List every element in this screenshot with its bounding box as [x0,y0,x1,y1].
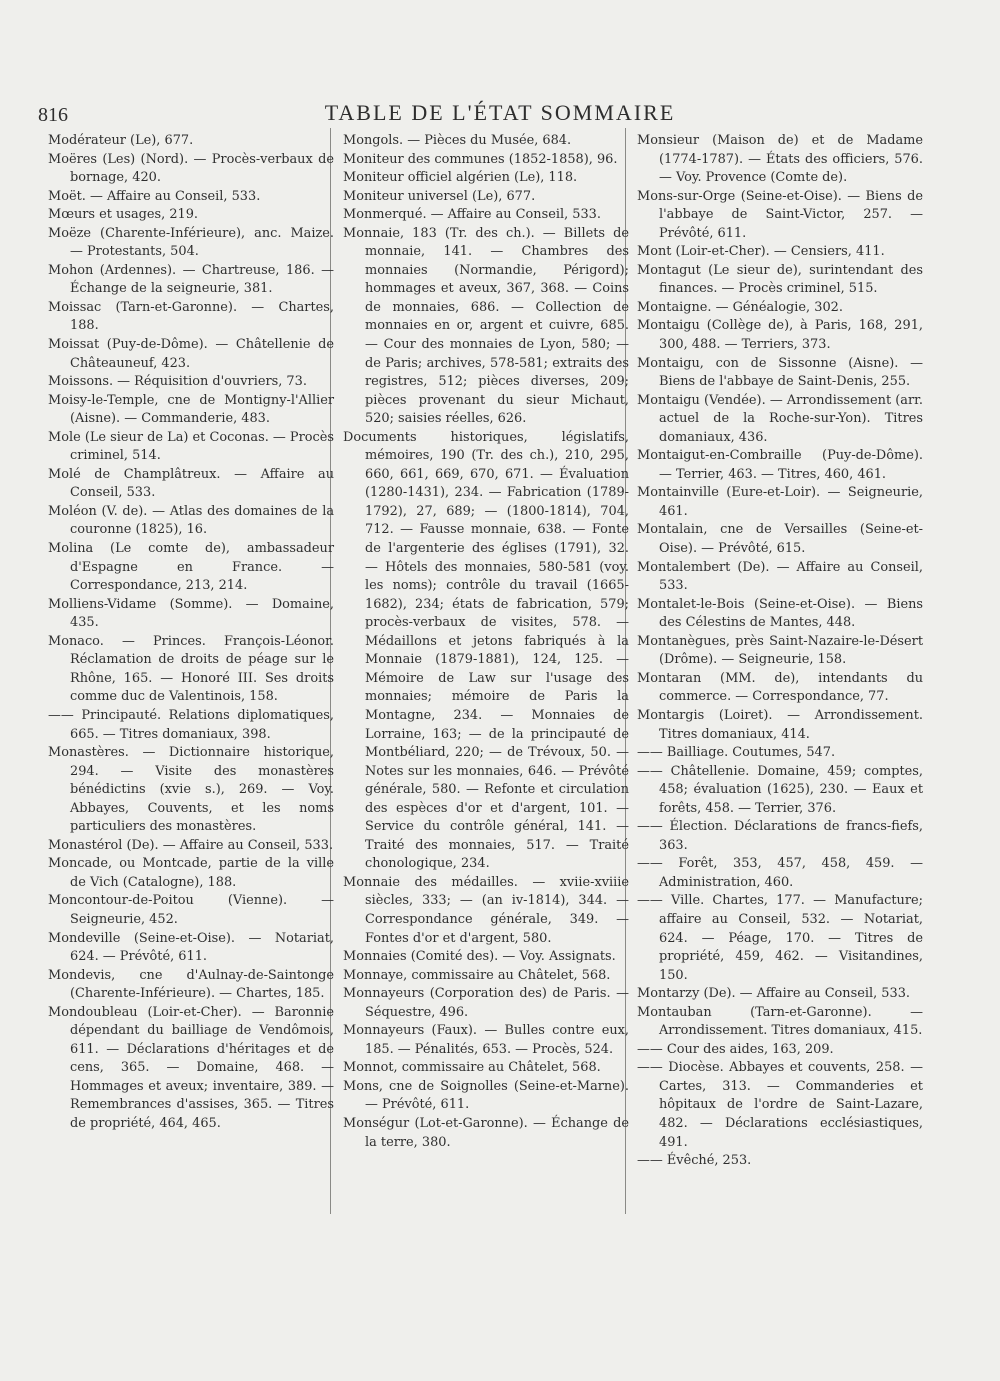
index-entry: Documents historiques, législatifs, mémoires, 190 (Tr. des ch.), 210, 295, 660, 661, 669, 670, 671. — Évaluation (1280-1431), 234. — Fabrication (1789-1792), 27, 689; — (1800-1814), 704, 712. — Fausse monnaie, 638. — Fonte de l'argenterie des églises (1791), 32. — Hôtels des monnaies, 580-581 (voy. les noms); contrôle du travail (1665-1682), 234; états de fabrication, 579; procès-verbaux de visites, 578. — Médaillons et jetons fabriqués à la Monnaie (1879-1881), 124, 125. — Mémoire de Law sur l'usage des monnaies; mémoire de Paris la Montagne, 234. — Monnaies de Lorraine, 163; — de la principauté de Montbéliard, 220; — de Trévoux, 50. — Notes sur les monnaies, 646. — Prévôté générale, 580. — Refonte et circulation des espèces d'or et d'argent, 101. — Service du contrôle général, 141. — Traité des monnaies, 517. — Traité chonologique, 234. [343,429,629,872]
index-entry: Monaco. — Princes. François-Léonor. Réclamation de droits de péage sur le Rhône, 165. — Honoré III. Ses droits comme duc de Valentinois, 158. [48,633,334,705]
index-entry: Montagut (Le sieur de), surintendant des finances. — Procès criminel, 515. [637,262,923,297]
index-entry: Molina (Le comte de), ambassadeur d'Espagne en France. — Correspondance, 213, 214. [48,541,334,594]
index-entry: —— Bailliage. Coutumes, 547. [637,745,836,761]
index-entry: —— Diocèse. Abbayes et couvents, 258. — Cartes, 313. — Commanderies et hôpitaux de l'ordre de Saint-Lazare, 482. — Déclarations ecclésiastiques, 491. [637,1060,923,1150]
index-entry: Monnaie, 183 (Tr. des ch.). — Billets de monnaie, 141. — Chambres des monnaies (Normandie, Périgord); hommages et aveux, 367, 368. — Coins de monnaies, 686. — Collection de monnaies en or, argent et cuivre, 685. — Cour des monnaies de Lyon, 580; — de Paris; archives, 578-581; extraits des registres, 512; pièces diverses, 209; pièces provenant du sieur Michaut, 520; saisies réelles, 626. [343,225,629,427]
index-entry: Montaigu (Collège de), à Paris, 168, 291, 300, 488. — Terriers, 373. [637,318,923,353]
index-entry: Monsieur (Maison de) et de Madame (1774-1787). — États des officiers, 576. — Voy. Provence (Comte de). [637,133,923,186]
index-entry: Modérateur (Le), 677. [48,133,194,148]
index-entry: Montainville (Eure-et-Loir). — Seigneurie, 461. [637,485,923,519]
index-entry: Monnaies (Comité des). — Voy. Assignats. [343,949,616,965]
index-entry: Moissac (Tarn-et-Garonne). — Chartes, 188. [48,299,334,334]
index-entry: Moniteur des communes (1852-1858), 96. [343,151,618,167]
index-entry: Moniteur universel (Le), 677. [343,188,536,204]
index-entry: Mons-sur-Orge (Seine-et-Oise). — Biens de l'abbaye de Saint-Victor, 257. — Prévôté, 611. [637,188,923,241]
index-entry: Montanègues, près Saint-Nazaire-le-Désert (Drôme). — Seigneurie, 158. [637,633,923,668]
index-entry: Molé de Champlâtreux. — Affaire au Conseil, 533. [48,466,334,501]
index-entry: Moléon (V. de). — Atlas des domaines de la couronne (1825), 16. [48,503,334,538]
index-entry: —— Élection. Déclarations de francs-fiefs, 363. [637,819,923,853]
index-entry: Moëze (Charente-Inférieure), anc. Maize. — Protestants, 504. [48,225,334,260]
index-entry: Moët. — Affaire au Conseil, 533. [48,188,261,204]
index-entry: —— Châtellenie. Domaine, 459; comptes, 458; évaluation (1625), 230. — Eaux et forêts, 458. — Terrier, 376. [637,763,923,816]
index-entry: Montauban (Tarn-et-Garonne). — Arrondissement. Titres domaniaux, 415. [637,1004,923,1039]
index-column-1 [48,132,334,1134]
index-entry: Monnayeurs (Faux). — Bulles contre eux, 185. — Pénalités, 653. — Procès, 524. [343,1023,629,1057]
index-entry: Mœurs et usages, 219. [48,207,199,223]
index-entry: Montaigu, con de Sissonne (Aisne). — Biens de l'abbaye de Saint-Denis, 255. [637,355,923,390]
index-entry: Mont (Loir-et-Cher). — Censiers, 411. [637,244,885,260]
index-entry: Mohon (Ardennes). — Chartreuse, 186. — Échange de la seigneurie, 381. [48,262,334,297]
index-entry: Moëres (Les) (Nord). — Procès-verbaux de bornage, 420. [48,151,334,186]
index-entry: —— Évêché, 253. [637,1153,752,1169]
index-entry: Moissat (Puy-de-Dôme). — Châtellenie de Châteauneuf, 423. [48,337,334,371]
index-entry: —— Cour des aides, 163, 209. [637,1041,834,1057]
index-entry: Montaigne. — Généalogie, 302. [637,299,843,315]
index-entry: Montalain, cne de Versailles (Seine-et-Oise). — Prévôté, 615. [637,522,923,557]
index-entry: Montalet-le-Bois (Seine-et-Oise). — Biens des Célestins de Mantes, 448. [637,596,923,631]
index-entry: Moncade, ou Montcade, partie de la ville de Vich (Catalogne), 188. [48,856,334,890]
index-entry: —— Forêt, 353, 457, 458, 459. — Administration, 460. [637,856,923,890]
page-number: 816 [38,104,68,126]
index-entry: —— Ville. Chartes, 177. — Manufacture; affaire au Conseil, 532. — Notariat, 624. — Péage, 170. — Titres de propriété, 459, 462. — Visitandines, 150. [637,893,923,983]
index-entry: Molliens-Vidame (Somme). — Domaine, 435. [48,596,334,631]
index-entry: Montargis (Loiret). — Arrondissement. Titres domaniaux, 414. [637,707,923,742]
index-entry: Monségur (Lot-et-Garonne). — Échange de la terre, 380. [343,1115,629,1150]
index-entry: Monnot, commissaire au Châtelet, 568. [343,1060,601,1076]
index-entry: Monnayeurs (Corporation des) de Paris. — Séquestre, 496. [343,986,629,1020]
index-entry: Montalembert (De). — Affaire au Conseil, 533. [637,559,923,594]
index-entry: Moncontour-de-Poitou (Vienne). — Seigneurie, 452. [48,893,334,927]
index-column-3 [637,132,923,1171]
index-entry: Montaigu (Vendée). — Arrondissement (arr. actuel de la Roche-sur-Yon). Titres domaniaux, 436. [637,392,923,445]
index-entry: Mongols. — Pièces du Musée, 684. [343,133,572,148]
index-entry: Mole (Le sieur de La) et Coconas. — Procès criminel, 514. [48,429,334,464]
index-entry: Monnaye, commissaire au Châtelet, 568. [343,967,611,983]
index-entry: Monnaie des médailles. — xviie-xviiie siècles, 333; — (an iv-1814), 344. — Correspondance générale, 349. — Fontes d'or et d'argent, 580. [343,874,629,946]
index-entry: Monastérol (De). — Affaire au Conseil, 533. [48,837,334,853]
index-column-2 [343,132,629,1152]
index-entry: Monastères. — Dictionnaire historique, 294. — Visite des monastères bénédictins (xvie s.), 269. — Voy. Abbayes, Couvents, et les noms particuliers des monastères. [48,745,334,835]
index-entry: Mondoubleau (Loir-et-Cher). — Baronnie dépendant du bailliage de Vendômois, 611. — Déclarations d'héritages et de cens, 365. — Domaine, 468. — Hommages et aveux; inventaire, 389. — Remembrances d'assises, 365. — Titres de propriété, 464, 465. [48,1004,334,1131]
running-title: TABLE DE L'ÉTAT SOMMAIRE [324,100,676,125]
index-entry: —— Principauté. Relations diplomatiques, 665. — Titres domaniaux, 398. [48,707,334,742]
index-entry: Mondevis, cne d'Aulnay-de-Saintonge (Charente-Inférieure). — Chartes, 185. [48,967,334,1002]
index-entry: Mondeville (Seine-et-Oise). — Notariat, 624. — Prévôté, 611. [48,930,334,965]
index-entry: Montarzy (De). — Affaire au Conseil, 533. [637,986,911,1002]
page-header [38,100,962,130]
index-entry: Mons, cne de Soignolles (Seine-et-Marne). — Prévôté, 611. [343,1078,629,1113]
index-entry: Monmerqué. — Affaire au Conseil, 533. [343,207,601,223]
index-entry: Moissons. — Réquisition d'ouvriers, 73. [48,374,307,390]
index-entry: Montaran (MM. de), intendants du commerce. — Correspondance, 77. [637,670,923,705]
index-entry: Moisy-le-Temple, cne de Montigny-l'Allier (Aisne). — Commanderie, 483. [48,392,334,427]
index-entry: Moniteur officiel algérien (Le), 118. [343,170,578,186]
index-entry: Montaigut-en-Combraille (Puy-de-Dôme). — Terrier, 463. — Titres, 460, 461. [637,448,923,482]
